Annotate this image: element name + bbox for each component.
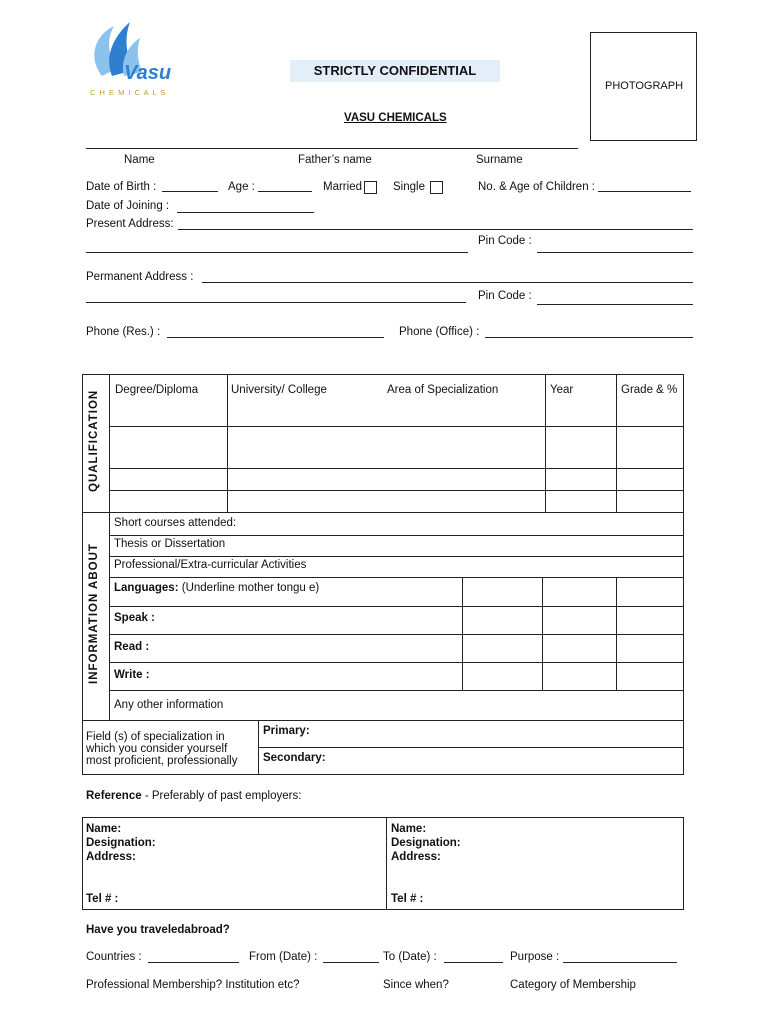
membership-category-label: Category of Membership	[510, 979, 636, 991]
present-address-label: Present Address:	[86, 218, 174, 230]
children-label: No. & Age of Children :	[478, 181, 595, 193]
short-courses-label: Short courses attended:	[114, 517, 237, 529]
single-label: Single	[393, 181, 425, 193]
phone-res-field[interactable]	[167, 337, 384, 338]
present-pin-label: Pin Code :	[478, 235, 532, 247]
permanent-pin-label: Pin Code :	[478, 290, 532, 302]
permanent-address-field-1[interactable]	[202, 282, 693, 283]
information-side-label: INFORMATION ABOUT	[88, 543, 100, 684]
languages-label	[114, 582, 319, 594]
col-specialization: Area of Specialization	[387, 384, 499, 396]
ref2-name: Name:	[391, 823, 427, 835]
field-specialization-line-1: Field (s) of specialization in	[86, 731, 225, 743]
ref1-designation: Designation:	[86, 837, 156, 849]
field-specialization-line-2: which you consider yourself	[86, 743, 228, 755]
purpose-field[interactable]	[563, 962, 677, 963]
ref2-address: Address:	[391, 851, 441, 863]
col-degree: Degree/Diploma	[115, 384, 199, 396]
present-pin-field[interactable]	[537, 252, 693, 253]
since-when-label: Since when?	[383, 979, 449, 991]
col-grade: Grade & %	[621, 384, 678, 396]
countries-field[interactable]	[148, 962, 239, 963]
from-date-field[interactable]	[323, 962, 379, 963]
col-university: University/ College	[231, 384, 327, 396]
father-name-label: Father’s name	[298, 154, 372, 166]
from-date-label: From (Date) :	[249, 951, 318, 963]
ref2-tel: Tel # :	[391, 893, 424, 905]
speak-label: Speak :	[114, 612, 155, 624]
other-info-label: Any other information	[114, 699, 224, 711]
countries-label: Countries :	[86, 951, 142, 963]
travel-question: Have you traveledabroad?	[86, 924, 230, 936]
single-checkbox[interactable]	[430, 181, 443, 194]
married-checkbox[interactable]	[364, 181, 377, 194]
ref2-designation: Designation:	[391, 837, 461, 849]
col-year: Year	[550, 384, 574, 396]
purpose-label: Purpose :	[510, 951, 560, 963]
field-specialization-line-3: most proficient, professionally	[86, 755, 238, 767]
phone-res-label: Phone (Res.) :	[86, 326, 161, 338]
permanent-address-label: Permanent Address :	[86, 271, 194, 283]
surname-label: Surname	[476, 154, 523, 166]
dob-field[interactable]	[162, 191, 218, 192]
ref1-tel: Tel # :	[86, 893, 119, 905]
reference-table	[82, 817, 684, 910]
logo-subtitle: C H E M I C A L S	[90, 88, 167, 97]
dob-label: Date of Birth :	[86, 181, 157, 193]
secondary-label: Secondary:	[263, 752, 326, 764]
name-label: Name	[124, 154, 155, 166]
company-title: VASU CHEMICALS	[344, 112, 447, 124]
name-line[interactable]	[86, 148, 578, 149]
age-label: Age :	[228, 181, 255, 193]
thesis-label: Thesis or Dissertation	[114, 538, 226, 550]
permanent-pin-field[interactable]	[537, 304, 693, 305]
married-label: Married	[323, 181, 362, 193]
logo-brand: Vasu	[124, 62, 172, 84]
company-logo	[84, 18, 174, 102]
membership-question: Professional Membership? Institution etc?	[86, 979, 300, 991]
ref1-address: Address:	[86, 851, 136, 863]
present-address-field-2[interactable]	[86, 252, 468, 253]
to-date-label: To (Date) :	[383, 951, 437, 963]
photograph-label: PHOTOGRAPH	[605, 80, 684, 92]
write-label: Write :	[114, 669, 150, 681]
age-field[interactable]	[258, 191, 312, 192]
primary-label: Primary:	[263, 725, 310, 737]
doj-field[interactable]	[177, 212, 314, 213]
phone-office-field[interactable]	[485, 337, 693, 338]
languages-note: (Underline mother tongu e)	[181, 582, 320, 594]
reference-title-rest: - Preferably of past employers:	[141, 790, 302, 802]
qualification-side-label: QUALIFICATION	[88, 389, 100, 492]
phone-office-label: Phone (Office) :	[399, 326, 480, 338]
present-address-field-1[interactable]	[178, 229, 693, 230]
read-label: Read :	[114, 641, 150, 653]
ref1-name: Name:	[86, 823, 122, 835]
reference-title	[86, 790, 301, 802]
reference-title-bold: Reference	[86, 790, 142, 802]
confidential-banner: STRICTLY CONFIDENTIAL	[290, 60, 500, 82]
children-field[interactable]	[598, 191, 691, 192]
languages-title: Languages:	[114, 582, 179, 594]
to-date-field[interactable]	[444, 962, 503, 963]
doj-label: Date of Joining :	[86, 200, 170, 212]
extra-curricular-label: Professional/Extra-curricular Activities	[114, 559, 307, 571]
permanent-address-field-2[interactable]	[86, 302, 466, 303]
